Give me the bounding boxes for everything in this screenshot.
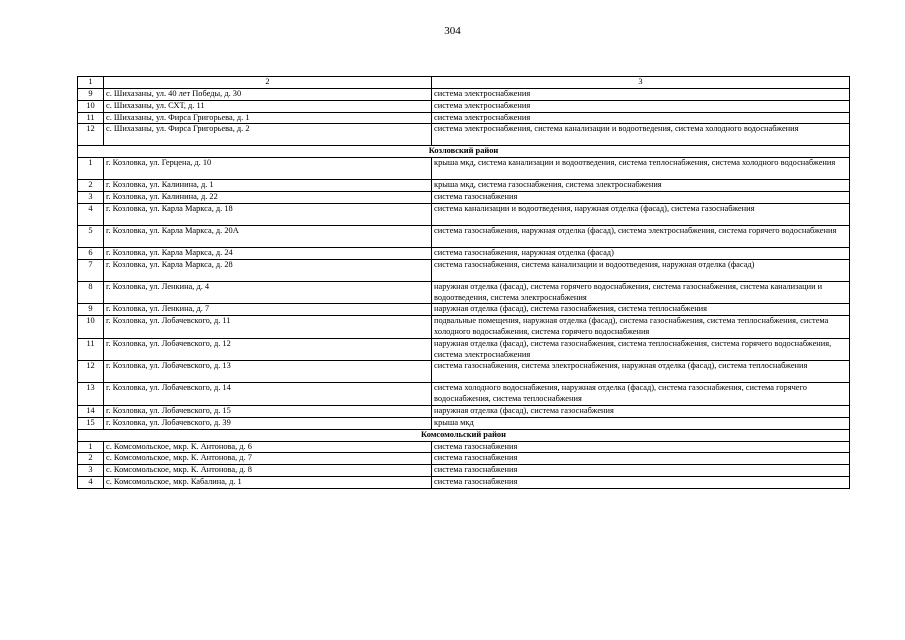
address-cell: г. Козловка, ул. Карла Маркса, д. 18 (104, 203, 432, 225)
systems-cell: система электроснабжения (432, 89, 850, 101)
table-row (78, 453, 850, 465)
table-row (78, 247, 850, 259)
row-number: 8 (78, 281, 104, 304)
address-cell: г. Козловка, ул. Лобачевского, д. 15 (104, 405, 432, 417)
table-row (78, 316, 850, 339)
row-number: 3 (78, 192, 104, 204)
systems-cell: наружная отделка (фасад), система газоснабжения, система теплоснабжения, система горячего водоснабжения, система электроснабжения (432, 338, 850, 361)
table-row (78, 180, 850, 192)
systems-cell: система газоснабжения (432, 465, 850, 477)
district-row (78, 146, 850, 158)
header-col-3: 3 (432, 77, 850, 89)
district-title: Козловский район (78, 146, 850, 158)
row-number: 6 (78, 247, 104, 259)
row-number: 5 (78, 225, 104, 247)
row-number: 4 (78, 476, 104, 488)
table-row (78, 112, 850, 124)
row-number: 9 (78, 304, 104, 316)
table-row (78, 338, 850, 361)
address-cell: с. Шихазаны, ул. 40 лет Победы, д. 30 (104, 89, 432, 101)
table-row (78, 417, 850, 429)
table-row (78, 441, 850, 453)
address-cell: с. Комсомольское, мкр. К. Антонова, д. 6 (104, 441, 432, 453)
row-number: 4 (78, 203, 104, 225)
systems-cell: крыша мкд, система газоснабжения, система электроснабжения (432, 180, 850, 192)
district-title: Комсомольский район (78, 429, 850, 441)
address-cell: с. Шихазаны, ул. Фирса Григорьева, д. 2 (104, 124, 432, 146)
address-cell: г. Козловка, ул. Карла Маркса, д. 28 (104, 259, 432, 281)
header-col-2: 2 (104, 77, 432, 89)
row-number: 9 (78, 89, 104, 101)
row-number: 15 (78, 417, 104, 429)
row-number: 7 (78, 259, 104, 281)
page-number: 304 (444, 25, 461, 37)
address-cell: г. Козловка, ул. Герцена, д. 10 (104, 158, 432, 180)
table-row (78, 383, 850, 406)
address-cell: г. Козловка, ул. Лобачевского, д. 12 (104, 338, 432, 361)
address-cell: г. Козловка, ул. Ленкина, д. 7 (104, 304, 432, 316)
systems-cell: система холодного водоснабжения, наружная отделка (фасад), система газоснабжения, система горячего водоснабжения, система теплоснабжения (432, 383, 850, 406)
table-row (78, 225, 850, 247)
address-cell: с. Комсомольское, мкр. Кабалина, д. 1 (104, 476, 432, 488)
table-header-row (78, 77, 850, 89)
systems-cell: система газоснабжения (432, 192, 850, 204)
row-number: 11 (78, 338, 104, 361)
table-row (78, 259, 850, 281)
row-number: 1 (78, 158, 104, 180)
table-row (78, 158, 850, 180)
row-number: 2 (78, 180, 104, 192)
address-cell: г. Козловка, ул. Лобачевского, д. 14 (104, 383, 432, 406)
address-cell: г. Козловка, ул. Лобачевского, д. 39 (104, 417, 432, 429)
row-number: 11 (78, 112, 104, 124)
address-cell: г. Козловка, ул. Калинина, д. 22 (104, 192, 432, 204)
header-col-1: 1 (78, 77, 104, 89)
address-cell: г. Козловка, ул. Ленкина, д. 4 (104, 281, 432, 304)
table-row (78, 465, 850, 477)
row-number: 14 (78, 405, 104, 417)
row-number: 1 (78, 441, 104, 453)
systems-cell: система газоснабжения (432, 441, 850, 453)
systems-cell: наружная отделка (фасад), система горячего водоснабжения, система газоснабжения, система канализации и водоотведения, система электроснабжения (432, 281, 850, 304)
systems-cell: система газоснабжения, наружная отделка (фасад), система электроснабжения, система горячего водоснабжения (432, 225, 850, 247)
table-row (78, 281, 850, 304)
systems-cell: наружная отделка (фасад), система газоснабжения, система теплоснабжения (432, 304, 850, 316)
table-row (78, 124, 850, 146)
systems-cell: крыша мкд (432, 417, 850, 429)
table-row (78, 203, 850, 225)
table-row (78, 476, 850, 488)
buildings-table (77, 76, 850, 489)
row-number: 12 (78, 361, 104, 383)
systems-cell: система электроснабжения (432, 100, 850, 112)
address-cell: г. Козловка, ул. Калинина, д. 1 (104, 180, 432, 192)
row-number: 12 (78, 124, 104, 146)
table-row (78, 100, 850, 112)
address-cell: с. Комсомольское, мкр. К. Антонова, д. 7 (104, 453, 432, 465)
systems-cell: система газоснабжения (432, 453, 850, 465)
address-cell: г. Козловка, ул. Карла Маркса, д. 24 (104, 247, 432, 259)
systems-cell: наружная отделка (фасад), система газоснабжения (432, 405, 850, 417)
address-cell: с. Шихазаны, ул. СХТ, д. 11 (104, 100, 432, 112)
systems-cell: система электроснабжения, система канализации и водоотведения, система холодного водоснабжения (432, 124, 850, 146)
systems-cell: система газоснабжения, система канализации и водоотведения, наружная отделка (фасад) (432, 259, 850, 281)
address-cell: г. Козловка, ул. Лобачевского, д. 11 (104, 316, 432, 339)
row-number: 10 (78, 316, 104, 339)
table-row (78, 304, 850, 316)
address-cell: г. Козловка, ул. Карла Маркса, д. 20А (104, 225, 432, 247)
table-row (78, 361, 850, 383)
row-number: 13 (78, 383, 104, 406)
table-row (78, 89, 850, 101)
systems-cell: система электроснабжения (432, 112, 850, 124)
systems-cell: крыша мкд, система канализации и водоотведения, система теплоснабжения, система холодного водоснабжения (432, 158, 850, 180)
address-cell: г. Козловка, ул. Лобачевского, д. 13 (104, 361, 432, 383)
row-number: 2 (78, 453, 104, 465)
systems-cell: система канализации и водоотведения, наружная отделка (фасад), система газоснабжения (432, 203, 850, 225)
systems-cell: система газоснабжения, система электроснабжения, наружная отделка (фасад), система теплоснабжения (432, 361, 850, 383)
systems-cell: система газоснабжения, наружная отделка (фасад) (432, 247, 850, 259)
district-row (78, 429, 850, 441)
address-cell: с. Шихазаны, ул. Фирса Григорьева, д. 1 (104, 112, 432, 124)
table-row (78, 405, 850, 417)
row-number: 10 (78, 100, 104, 112)
table-row (78, 192, 850, 204)
row-number: 3 (78, 465, 104, 477)
address-cell: с. Комсомольское, мкр. К. Антонова, д. 8 (104, 465, 432, 477)
systems-cell: подвальные помещения, наружная отделка (фасад), система газоснабжения, система теплоснабжения, система холодного водоснабжения, система горячего водоснабжения (432, 316, 850, 339)
systems-cell: система газоснабжения (432, 476, 850, 488)
